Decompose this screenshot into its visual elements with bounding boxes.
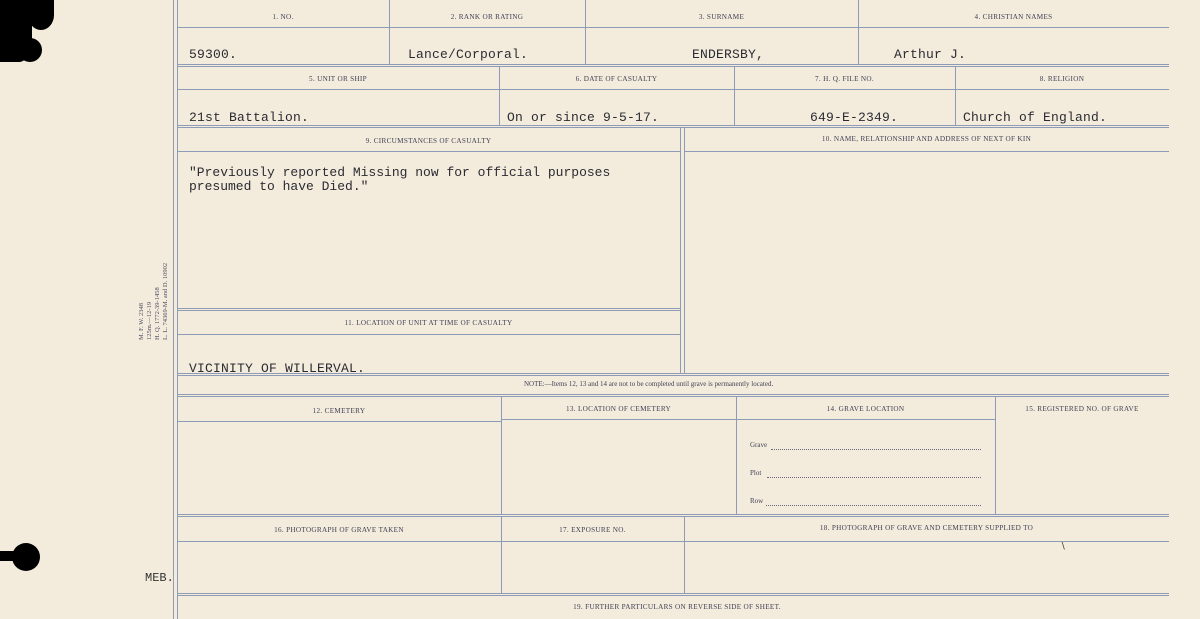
header-unit: 5. UNIT OR SHIP: [309, 75, 367, 83]
row-field-line: [766, 505, 981, 506]
location-header-rule: [177, 334, 680, 335]
form-code-text: [138, 263, 170, 340]
plot-field-line: [767, 477, 981, 478]
plot-field-label: Plot: [750, 469, 762, 477]
hq-file-no-value: 649-E-2349.: [810, 110, 899, 125]
row2-header-rule: [177, 89, 1169, 90]
row3-header-rule: [501, 419, 736, 420]
header-grave-location: 14. GRAVE LOCATION: [826, 405, 905, 413]
punch-hole-top: [18, 38, 42, 62]
unit-value: 21st Battalion.: [189, 110, 310, 125]
header-circumstances: 9. CIRCUMSTANCES OF CASUALTY: [365, 137, 492, 145]
row2-bottom-rule: [177, 125, 1169, 128]
stray-mark: ∖: [1060, 541, 1066, 551]
location-top-rule: [177, 308, 680, 311]
row1-divider: [585, 0, 586, 64]
row3-divider: [995, 397, 996, 515]
circumstances-divider: [680, 128, 681, 373]
header-christian-names: 4. CHRISTIAN NAMES: [974, 13, 1053, 21]
note-bottom-rule: [177, 394, 1169, 397]
row4-header-rule: [177, 541, 1169, 542]
form-code-line: L. L. 74369-M. and D. 10902: [162, 262, 169, 340]
header-photograph-supplied: 18. PHOTOGRAPH OF GRAVE AND CEMETERY SUPPLIED TO: [819, 524, 1034, 532]
header-next-of-kin: 10. NAME, RELATIONSHIP AND ADDRESS OF NEXT OF KIN: [821, 135, 1032, 143]
row3-divider: [501, 397, 502, 515]
christian-names-value: Arthur J.: [894, 47, 967, 62]
date-of-casualty-value: On or since 9-5-17.: [507, 110, 660, 125]
rank-value: Lance/Corporal.: [408, 47, 529, 62]
circumstances-header-rule: [177, 151, 680, 152]
row3-header-rule: [736, 419, 995, 420]
row1-divider: [858, 0, 859, 64]
surname-value: ENDERSBY,: [692, 47, 765, 62]
religion-value: Church of England.: [963, 110, 1108, 125]
header-location-of-unit: 11. LOCATION OF UNIT AT TIME OF CASUALTY: [344, 319, 513, 327]
row-field-label: Row: [750, 497, 764, 505]
header-registered-no: 15. REGISTERED NO. OF GRAVE: [1025, 405, 1139, 413]
circumstances-divider-2: [684, 128, 685, 373]
header-hq-file-no: 7. H. Q. FILE NO.: [814, 75, 874, 83]
circumstances-text: "Previously reported Missing now for official purposes presumed to have Died.": [189, 165, 611, 194]
service-number: 59300.: [189, 47, 238, 62]
header-exposure-no: 17. EXPOSURE NO.: [559, 526, 626, 534]
note-top-rule: [177, 373, 1169, 376]
header-photograph-taken: 16. PHOTOGRAPH OF GRAVE TAKEN: [274, 526, 404, 534]
header-no: 1. NO.: [272, 13, 294, 21]
left-margin-line: [173, 0, 174, 619]
row1-header-rule: [177, 27, 1169, 28]
location-value: VICINITY OF WILLERVAL.: [189, 361, 366, 376]
next-of-kin-header-rule: [684, 151, 1169, 152]
initials: MEB.: [145, 571, 174, 585]
punch-hole-bottom-edge: [0, 551, 20, 561]
form-code-line: H. Q. 1772-39-1458: [154, 287, 161, 340]
form-code-line: M. F. W. 2348: [138, 302, 145, 340]
header-religion: 8. RELIGION: [1039, 75, 1085, 83]
note-text: NOTE:—Items 12, 13 and 14 are not to be completed until grave is permanently located.: [524, 380, 774, 388]
footer-note: 19. FURTHER PARTICULARS ON REVERSE SIDE OF SHEET.: [573, 603, 781, 611]
row1-bottom-rule: [177, 64, 1169, 67]
row1-divider: [389, 0, 390, 64]
header-surname: 3. SURNAME: [698, 13, 745, 21]
punch-hole-top-edge: [28, 0, 54, 30]
grave-field-line: [771, 449, 981, 450]
row3-divider: [736, 397, 737, 515]
header-rank: 2. RANK OR RATING: [450, 13, 524, 21]
header-location-of-cemetery: 13. LOCATION OF CEMETERY: [565, 405, 672, 413]
header-cemetery: 12. CEMETERY: [312, 407, 366, 415]
footer-top-rule: [177, 593, 1169, 596]
grave-field-label: Grave: [750, 441, 768, 449]
form-code-line: 125m.—12-19: [146, 301, 153, 340]
row3-bottom-rule: [177, 514, 1169, 517]
header-date-of-casualty: 6. DATE OF CASUALTY: [575, 75, 658, 83]
row3-header-rule: [177, 421, 501, 422]
